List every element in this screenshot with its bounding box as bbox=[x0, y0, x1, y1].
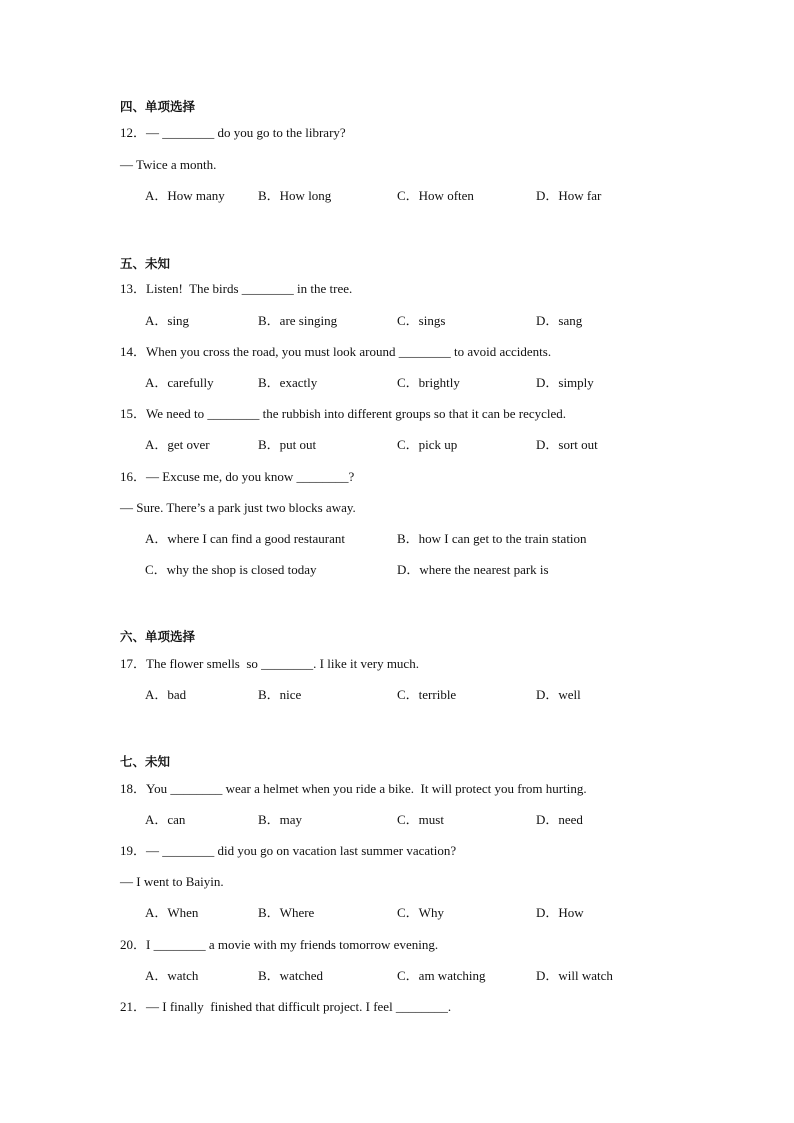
question-16-stem: 16．— Excuse me, do you know ________? bbox=[120, 469, 355, 484]
question-14-option-a: A．carefully bbox=[145, 375, 214, 390]
question-15-option-d: D．sort out bbox=[536, 437, 598, 452]
question-15-option-b: B．put out bbox=[258, 437, 317, 452]
question-13-option-d: D．sang bbox=[536, 313, 583, 328]
question-15-stem: 15．We need to ________ the rubbish into different groups so that it can be recycled. bbox=[120, 406, 567, 421]
question-13-option-a: A．sing bbox=[145, 313, 190, 328]
question-13-stem: 13．Listen! The birds ________ in the tree. bbox=[120, 281, 353, 296]
question-18-stem: 18．You ________ wear a helmet when you ride a bike. It will protect you from hurting. bbox=[120, 781, 587, 796]
question-19-option-c: C．Why bbox=[397, 905, 444, 920]
question-19-option-b: B．Where bbox=[258, 905, 315, 920]
question-15-option-a: A．get over bbox=[145, 437, 210, 452]
question-20-option-c: C．am watching bbox=[397, 968, 486, 983]
question-16-option-a: A．where I can find a good restaurant bbox=[145, 531, 345, 546]
question-14-option-b: B．exactly bbox=[258, 375, 318, 390]
question-20-option-a: A．watch bbox=[145, 968, 199, 983]
question-14-option-d: D．simply bbox=[536, 375, 594, 390]
question-17-stem: 17．The flower smells so ________. I like it very much. bbox=[120, 656, 419, 671]
section-heading: 七、未知 bbox=[120, 754, 171, 769]
question-12-option-b: B．How long bbox=[258, 188, 332, 203]
question-12-stem: 12．— ________ do you go to the library? bbox=[120, 125, 346, 140]
question-13-option-b: B．are singing bbox=[258, 313, 338, 328]
question-18-option-b: B．may bbox=[258, 812, 303, 827]
question-16-option-b: B．how I can get to the train station bbox=[397, 531, 587, 546]
question-13-option-c: C．sings bbox=[397, 313, 446, 328]
question-14-option-c: C．brightly bbox=[397, 375, 460, 390]
question-20-option-b: B．watched bbox=[258, 968, 323, 983]
section-heading: 四、单项选择 bbox=[120, 99, 196, 114]
question-12-option-a: A．How many bbox=[145, 188, 225, 203]
question-20-option-d: D．will watch bbox=[536, 968, 613, 983]
question-17-option-b: B．nice bbox=[258, 687, 302, 702]
section-heading: 五、未知 bbox=[120, 256, 171, 271]
question-16-option-d: D．where the nearest park is bbox=[397, 562, 549, 577]
question-20-stem: 20．I ________ a movie with my friends tomorrow evening. bbox=[120, 937, 439, 952]
question-19-option-d: D．How bbox=[536, 905, 584, 920]
question-19-option-a: A．When bbox=[145, 905, 199, 920]
section-heading: 六、单项选择 bbox=[120, 629, 196, 644]
question-16-answer: — Sure. There’s a park just two blocks away. bbox=[120, 500, 356, 515]
question-19-stem: 19．— ________ did you go on vacation last summer vacation? bbox=[120, 843, 457, 858]
question-18-option-c: C．must bbox=[397, 812, 444, 827]
question-12-option-d: D．How far bbox=[536, 188, 602, 203]
question-18-option-a: A．can bbox=[145, 812, 186, 827]
question-17-option-a: A．bad bbox=[145, 687, 187, 702]
question-21-stem: 21．— I finally finished that difficult project. I feel ________. bbox=[120, 999, 452, 1014]
question-12-answer: — Twice a month. bbox=[120, 157, 217, 172]
question-19-answer: — I went to Baiyin. bbox=[120, 874, 224, 889]
question-16-option-c: C．why the shop is closed today bbox=[145, 562, 317, 577]
question-17-option-c: C．terrible bbox=[397, 687, 457, 702]
question-15-option-c: C．pick up bbox=[397, 437, 458, 452]
question-17-option-d: D．well bbox=[536, 687, 581, 702]
question-12-option-c: C．How often bbox=[397, 188, 474, 203]
question-14-stem: 14．When you cross the road, you must look around ________ to avoid accidents. bbox=[120, 344, 552, 359]
question-18-option-d: D．need bbox=[536, 812, 583, 827]
